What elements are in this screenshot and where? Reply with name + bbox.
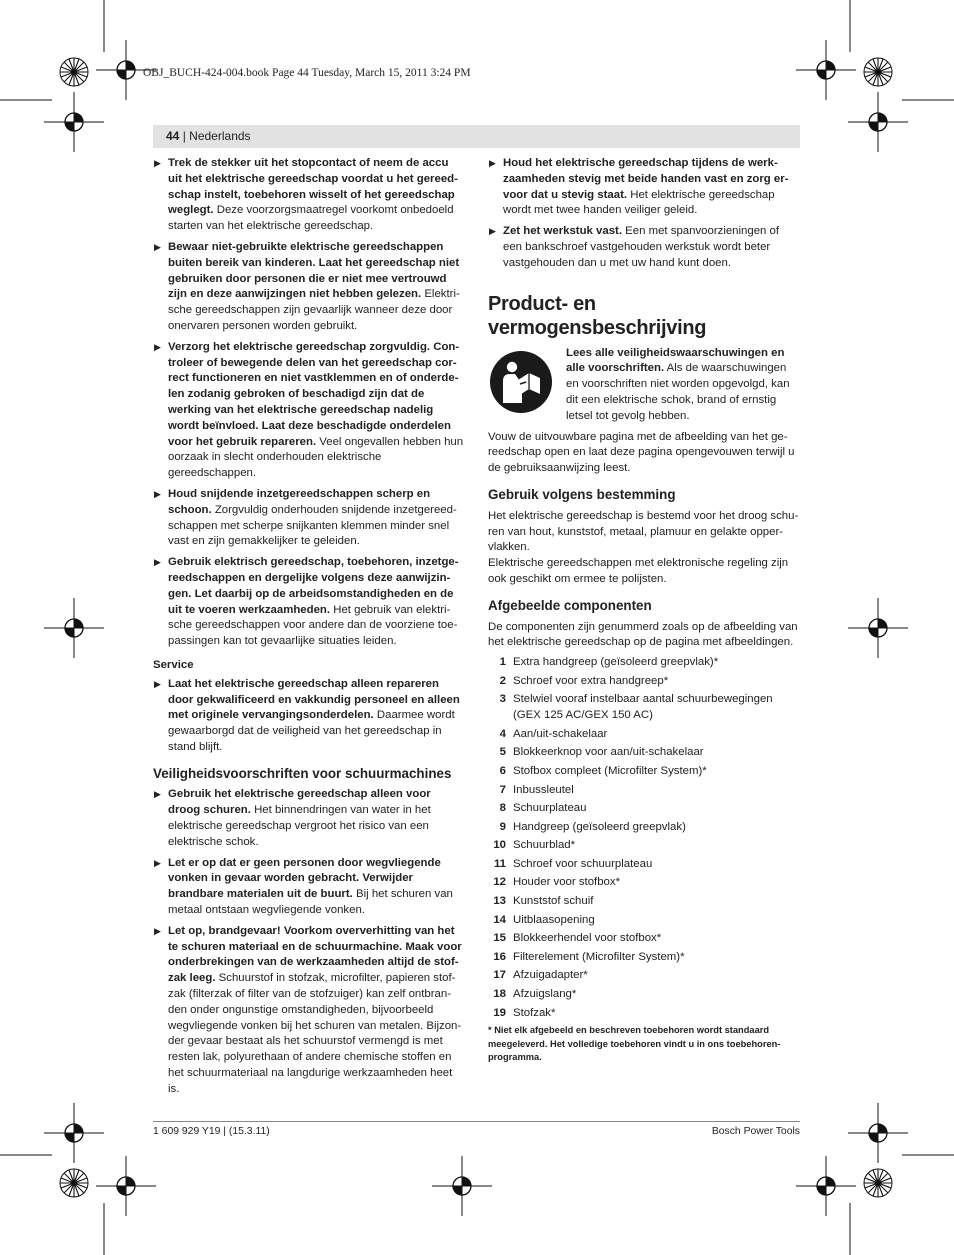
component-number: 16 — [493, 950, 506, 963]
bullet-item — [488, 156, 800, 219]
component-label: Stelwiel vooraf instelbaar aantal schuurbewegingen (GEX 125 AC/GEX 150 AC) — [513, 693, 773, 722]
component-number: 2 — [499, 674, 506, 687]
component-label: Stofzak* — [513, 1006, 556, 1019]
component-item — [488, 857, 800, 873]
component-number: 10 — [493, 839, 506, 852]
right-column — [488, 156, 800, 1065]
component-number: 4 — [499, 727, 506, 740]
components-intro: De componenten zijn genummerd zoals op de afbeelding van het elektrische gereedschap op de pagina met afbeeldingen. — [488, 620, 798, 649]
accessories-footnote: * Niet elk afgebeeld en beschreven toebehoren wordt standaard meegeleverd. Het volledige toebehoren vindt u in ons toebehorenprogramma. — [488, 1025, 781, 1063]
bullet-text: Het gebruik van elektrische gereedschappen voor andere dan de voorziene toepassingen kan tot gevaarlijke situaties leiden. — [168, 603, 458, 648]
component-label: Houder voor stofbox* — [513, 876, 621, 889]
component-label: Stofbox compleet (Microfilter System)* — [513, 764, 707, 777]
component-number: 18 — [493, 988, 506, 1001]
component-label: Extra handgreep (geïsoleerd greepvlak)* — [513, 656, 719, 669]
bullet-item — [488, 224, 800, 271]
component-label: Afzuigslang* — [513, 988, 577, 1001]
bullet-text: Schuurstof in stofzak, microfilter, papieren stofzak (filterzak of filter van de stofzuiger) kan zelf ontbranden onder ongunstige omstandigheden, bijvoorbeeld wegvliegende vonken bij het schuren van metalen. Bijzonder gevaar bestaat als het schuurstof vermengd is met resten lak, polyurethaan of andere chemische stoffen en het schuurmateriaal na langdurige werkzaamheden heet is. — [168, 972, 462, 1095]
component-item — [488, 1006, 800, 1022]
component-item — [488, 820, 800, 836]
bullet-item — [153, 340, 464, 482]
triangle-bullet-icon: ▶ — [154, 488, 161, 499]
bullet-bold-text: Houd het elektrische gereedschap tijdens de werkzaamheden stevig met beide handen vast en zorg ervoor dat u stevig staat. — [503, 157, 789, 201]
component-number: 6 — [499, 764, 506, 777]
component-item — [488, 745, 800, 761]
bullet-item — [153, 924, 464, 1098]
bullet-text: Daarmee wordt gewaarborgd dat de veiligheid van het gereedschap in stand blijft. — [168, 709, 455, 753]
triangle-bullet-icon: ▶ — [154, 857, 161, 868]
component-label: Uitblaasopening — [513, 913, 595, 926]
bullet-bold-text: Bewaar niet-gebruikte elektrische gereedschappen buiten bereik van kinderen. Laat het gereedschap niet gebruiken door personen die er niet mee vertrouwd zijn en deze aanwijzingen niet hebben gelezen. — [168, 240, 460, 301]
component-number: 12 — [493, 876, 506, 889]
component-number: 7 — [499, 783, 506, 796]
service-heading: Service — [153, 658, 194, 671]
left-column — [153, 156, 464, 1103]
bullet-bold-text: Let er op dat er geen personen door wegvliegende vonken in gevaar worden gebracht. Verwijder brandbare materialen uit de buurt. — [168, 856, 441, 901]
component-number: 3 — [499, 693, 506, 706]
general-safety-list — [153, 156, 464, 650]
component-item — [488, 875, 800, 891]
bullet-text: Het elektrische gereedschap wordt met twee handen veiliger geleid. — [503, 188, 775, 217]
warning-text: Als de waarschuwingen en voorschriften niet worden opgevolgd, kan dit een elektrische schok, brand of ernstig letsel tot gevolg hebben. — [566, 362, 790, 422]
warning-bold: Lees alle veiligheidswaarschuwingen en alle voorschriften. — [566, 346, 785, 375]
bullet-text: Deze voorzorgsmaatregel voorkomt onbedoeld starten van het elektrische gereedschap. — [168, 204, 454, 233]
component-label: Blokkeerhendel voor stofbox* — [513, 932, 662, 945]
component-label: Schuurplateau — [513, 802, 587, 815]
bullet-bold-text: Gebruik het elektrische gereedschap alleen voor droog schuren. — [168, 788, 431, 817]
page-header-bar — [153, 125, 800, 148]
component-label: Kunststof schuif — [513, 895, 594, 908]
bullet-item — [153, 677, 464, 756]
intended-use-paragraph-1: Het elektrische gereedschap is bestemd voor het droog schuren van hout, kunststof, metaal, plamuur en gelakte oppervlakken. — [488, 509, 799, 554]
footer-rule — [153, 1121, 800, 1122]
component-label: Handgreep (geïsoleerd greepvlak) — [513, 820, 686, 833]
component-item — [488, 727, 800, 743]
component-number: 14 — [493, 913, 506, 926]
triangle-bullet-icon: ▶ — [154, 925, 161, 936]
component-number: 19 — [493, 1006, 506, 1019]
service-list — [153, 677, 464, 756]
component-item — [488, 655, 800, 671]
components-list — [488, 655, 800, 1021]
components-heading: Afgebeelde componenten — [488, 597, 652, 613]
component-item — [488, 674, 800, 690]
component-label: Schroef voor extra handgreep* — [513, 674, 669, 687]
component-number: 11 — [493, 857, 506, 870]
triangle-bullet-icon: ▶ — [154, 341, 161, 352]
bullet-bold-text: Let op, brandgevaar! Voorkom oververhitting van het te schuren materiaal en de schuurmachine. Maak voor onderbrekingen van de werkzaamheden altijd de stofzak leeg. — [168, 924, 462, 985]
component-item — [488, 692, 800, 724]
component-label: Schuurblad* — [513, 839, 576, 852]
component-item — [488, 764, 800, 780]
bullet-item — [153, 787, 464, 850]
component-label: Afzuigadapter* — [513, 969, 588, 982]
component-item — [488, 913, 800, 929]
footer-brand: Bosch Power Tools — [711, 1126, 800, 1137]
component-item — [488, 987, 800, 1003]
header-separator: | — [182, 129, 186, 143]
component-number: 8 — [499, 802, 506, 815]
triangle-bullet-icon: ▶ — [154, 158, 161, 168]
component-label: Blokkeerknop voor aan/uit-schakelaar — [513, 746, 704, 759]
component-label: Filterelement (Microfilter System)* — [513, 950, 685, 963]
section-title: Product- en vermogensbeschrijving — [488, 292, 707, 339]
sander-safety-heading: Veiligheidsvoorschriften voor schuurmachines — [153, 765, 452, 781]
component-item — [488, 968, 800, 984]
bullet-item — [153, 555, 464, 650]
component-item — [488, 931, 800, 947]
intended-use-paragraph-2: Elektrische gereedschappen met elektronische regeling zijn ook geschikt om ermee te polijsten. — [488, 557, 789, 585]
component-label: Inbussleutel — [513, 783, 574, 796]
warning-block — [488, 346, 800, 426]
bullet-item — [153, 487, 464, 550]
triangle-bullet-icon: ▶ — [489, 226, 496, 237]
component-label: Schroef voor schuurplateau — [513, 857, 653, 870]
triangle-bullet-icon: ▶ — [154, 241, 161, 252]
read-manual-icon — [489, 350, 553, 414]
component-number: 17 — [493, 969, 506, 982]
bullet-bold-text: Zet het werkstuk vast. — [503, 225, 623, 238]
bullet-item — [153, 240, 464, 335]
triangle-bullet-icon: ▶ — [489, 158, 496, 168]
bullet-item — [153, 856, 464, 919]
bullet-text: Veel ongevallen hebben hun oorzaak in slecht onderhouden elektrische gereedschappen. — [168, 435, 464, 480]
component-item — [488, 950, 800, 966]
triangle-bullet-icon: ▶ — [154, 557, 161, 568]
page-number: 44 — [166, 129, 180, 143]
bullet-item — [153, 156, 464, 235]
bullet-text: Zorgvuldig onderhouden snijdende inzetgereedschappen met scherpe snijkanten klemmen minder snel vast en zijn gemakkelijker te geleiden. — [168, 503, 457, 548]
component-number: 9 — [499, 820, 506, 833]
page-header — [166, 129, 251, 143]
header-language: Nederlands — [189, 129, 251, 143]
bullet-bold-text: Gebruik elektrisch gereedschap, toebehoren, inzetgereedschappen en dergelijke volgens deze aanwijzingen. Let daarbij op de arbeidsomstandigheden en de uit te voeren werkzaamheden. — [168, 556, 459, 616]
print-header: OBJ_BUCH-424-004.book Page 44 Tuesday, March 15, 2011 3:24 PM — [143, 67, 471, 79]
component-number: 13 — [493, 895, 506, 908]
component-item — [488, 801, 800, 817]
bullet-bold-text: Laat het elektrische gereedschap alleen repareren door gekwalificeerd en vakkundig personeel en alleen met originele vervangingsonderdelen. — [168, 677, 460, 722]
bullet-bold-text: Houd snijdende inzetgereedschappen scherp en schoon. — [168, 487, 431, 516]
component-label: Aan/uit-schakelaar — [513, 727, 608, 740]
component-number: 15 — [493, 932, 506, 945]
component-item — [488, 894, 800, 910]
triangle-bullet-icon: ▶ — [154, 678, 161, 689]
bullet-text: Het binnendringen van water in het elektrische gereedschap vergroot het risico van een elektrische schok. — [168, 804, 431, 848]
component-item — [488, 838, 800, 854]
bullet-text: Een met spanvoorzieningen of een bankschroef vastgehouden werkstuk wordt beter vastgehouden dan u met uw hand kunt doen. — [503, 225, 780, 269]
fold-out-paragraph: Vouw de uitvouwbare pagina met de afbeelding van het gereedschap open en laat deze pagina opengevouwen terwijl u de gebruiksaanwijzing leest. — [488, 430, 795, 475]
triangle-bullet-icon: ▶ — [154, 789, 161, 800]
component-number: 1 — [499, 656, 506, 669]
intended-use-heading: Gebruik volgens bestemming — [488, 486, 676, 502]
bullet-text: Elektrische gereedschappen zijn gevaarlijk wanneer deze door onervaren personen worden gebruikt. — [168, 288, 460, 332]
handling-safety-list — [488, 156, 800, 272]
component-number: 5 — [499, 746, 506, 759]
footer-article-number: 1 609 929 Y19 | (15.3.11) — [153, 1126, 270, 1137]
bullet-bold-text: Verzorg het elektrische gereedschap zorgvuldig. Controleer of bewegende delen van het gereedschap correct functioneren en niet vastklemmen en of onderdelen zodanig gebroken of beschadigd zijn dat de werking van het elektrische gereedschap nadelig wordt beïnvloed. Laat deze beschadigde onderdelen voor het gebruik repareren. — [168, 340, 460, 448]
bullet-bold-text: Trek de stekker uit het stopcontact of neem de accu uit het elektrische gereedschap voordat u het gereedschap instelt, toebehoren wisselt of het gereedschap weglegt. — [168, 157, 458, 217]
sander-safety-list — [153, 787, 464, 1097]
bullet-text: Bij het schuren van metaal ontstaan wegvliegende vonken. — [168, 888, 453, 917]
component-item — [488, 783, 800, 799]
